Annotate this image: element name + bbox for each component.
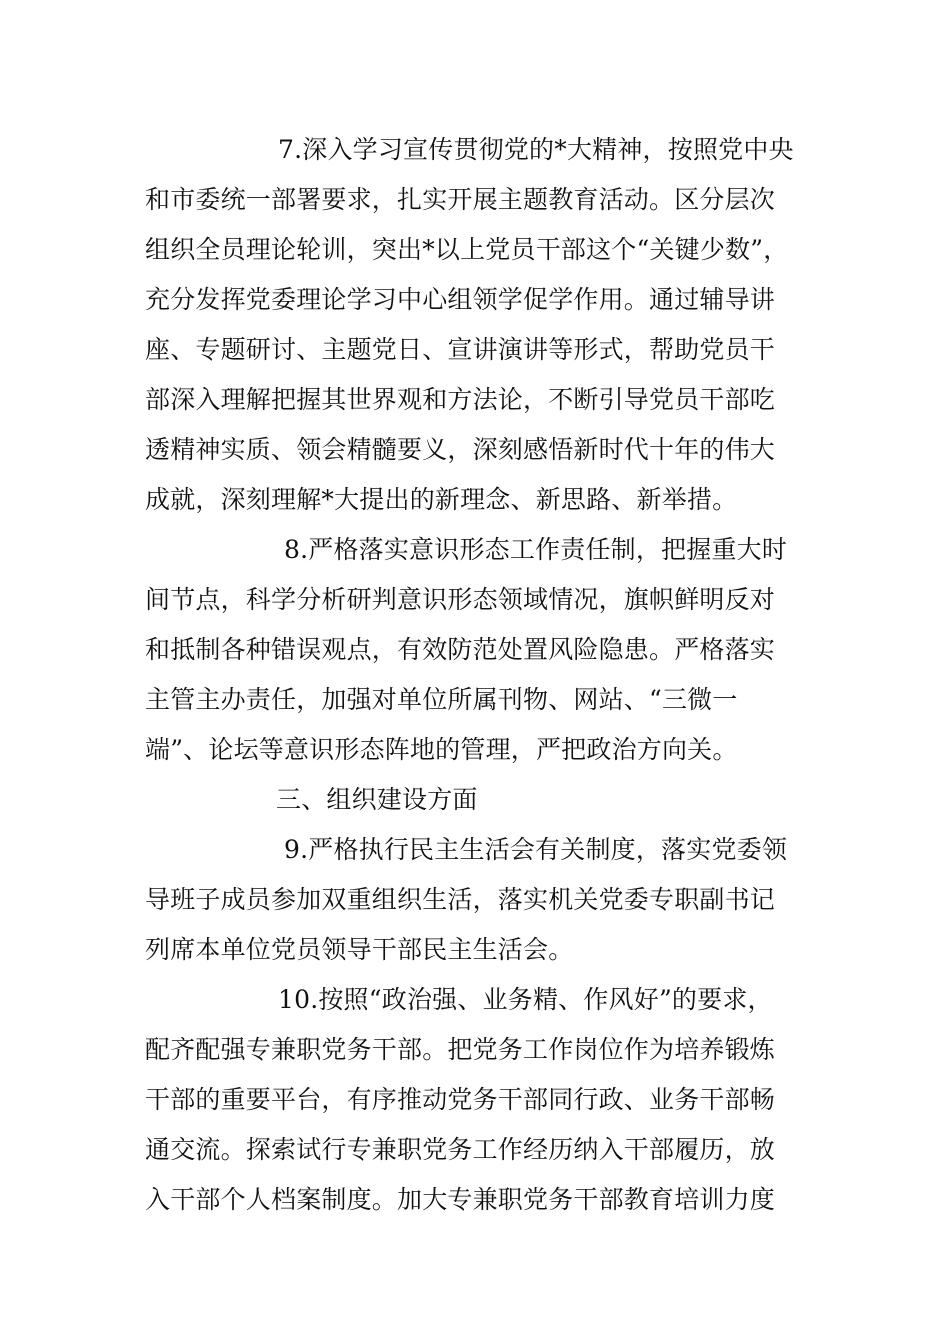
paragraph-9-line-3: 列席本单位党员领导干部民主生活会。 xyxy=(145,935,574,964)
paragraph-9-line-2: 导班子成员参加双重组织生活，落实机关党委专职副书记 xyxy=(145,885,776,914)
paragraph-8-line-1: 8.严格落实意识形态工作责任制，把握重大时 xyxy=(284,535,788,564)
paragraph-10-line-1: 10.按照“政治强、业务精、作风好”的要求， xyxy=(278,985,773,1014)
section-heading: 三、组织建设方面 xyxy=(276,785,478,814)
paragraph-9-line-1: 9.严格执行民主生活会有关制度，落实党委领 xyxy=(284,835,788,864)
paragraph-8-line-2: 间节点，科学分析研判意识形态领域情况，旗帜鲜明反对 xyxy=(145,585,776,614)
paragraph-8-line-5: 端”、论坛等意识形态阵地的管理，严把政治方向关。 xyxy=(145,735,738,764)
paragraph-7-line-8: 成就，深刻理解*大提出的新理念、新思路、新举措。 xyxy=(145,485,738,514)
paragraph-7-line-2: 和市委统一部署要求，扎实开展主题教育活动。区分层次 xyxy=(145,185,776,214)
paragraph-10-line-3: 干部的重要平台，有序推动党务干部同行政、业务干部畅 xyxy=(145,1085,776,1114)
paragraph-8-line-4: 主管主办责任，加强对单位所属刊物、网站、“三微一 xyxy=(145,685,738,714)
paragraph-7-line-1: 7.深入学习宣传贯彻党的*大精神，按照党中央 xyxy=(278,135,794,164)
paragraph-7-line-4: 充分发挥党委理论学习中心组领学促学作用。通过辅导讲 xyxy=(145,285,776,314)
paragraph-7-line-6: 部深入理解把握其世界观和方法论，不断引导党员干部吃 xyxy=(145,385,776,414)
paragraph-10-line-2: 配齐配强专兼职党务干部。把党务工作岗位作为培养锻炼 xyxy=(145,1035,776,1064)
paragraph-10-line-5: 入干部个人档案制度。加大专兼职党务干部教育培训力度 xyxy=(145,1185,776,1214)
paragraph-7-line-7: 透精神实质、领会精髓要义，深刻感悟新时代十年的伟大 xyxy=(145,435,776,464)
paragraph-10-line-4: 通交流。探索试行专兼职党务工作经历纳入干部履历，放 xyxy=(145,1135,776,1164)
paragraph-8-line-3: 和抵制各种错误观点，有效防范处置风险隐患。严格落实 xyxy=(145,635,776,664)
paragraph-7-line-5: 座、专题研讨、主题党日、宣讲演讲等形式，帮助党员干 xyxy=(145,335,776,364)
paragraph-7-line-3: 组织全员理论轮训，突出*以上党员干部这个“关键少数”， xyxy=(145,235,789,264)
